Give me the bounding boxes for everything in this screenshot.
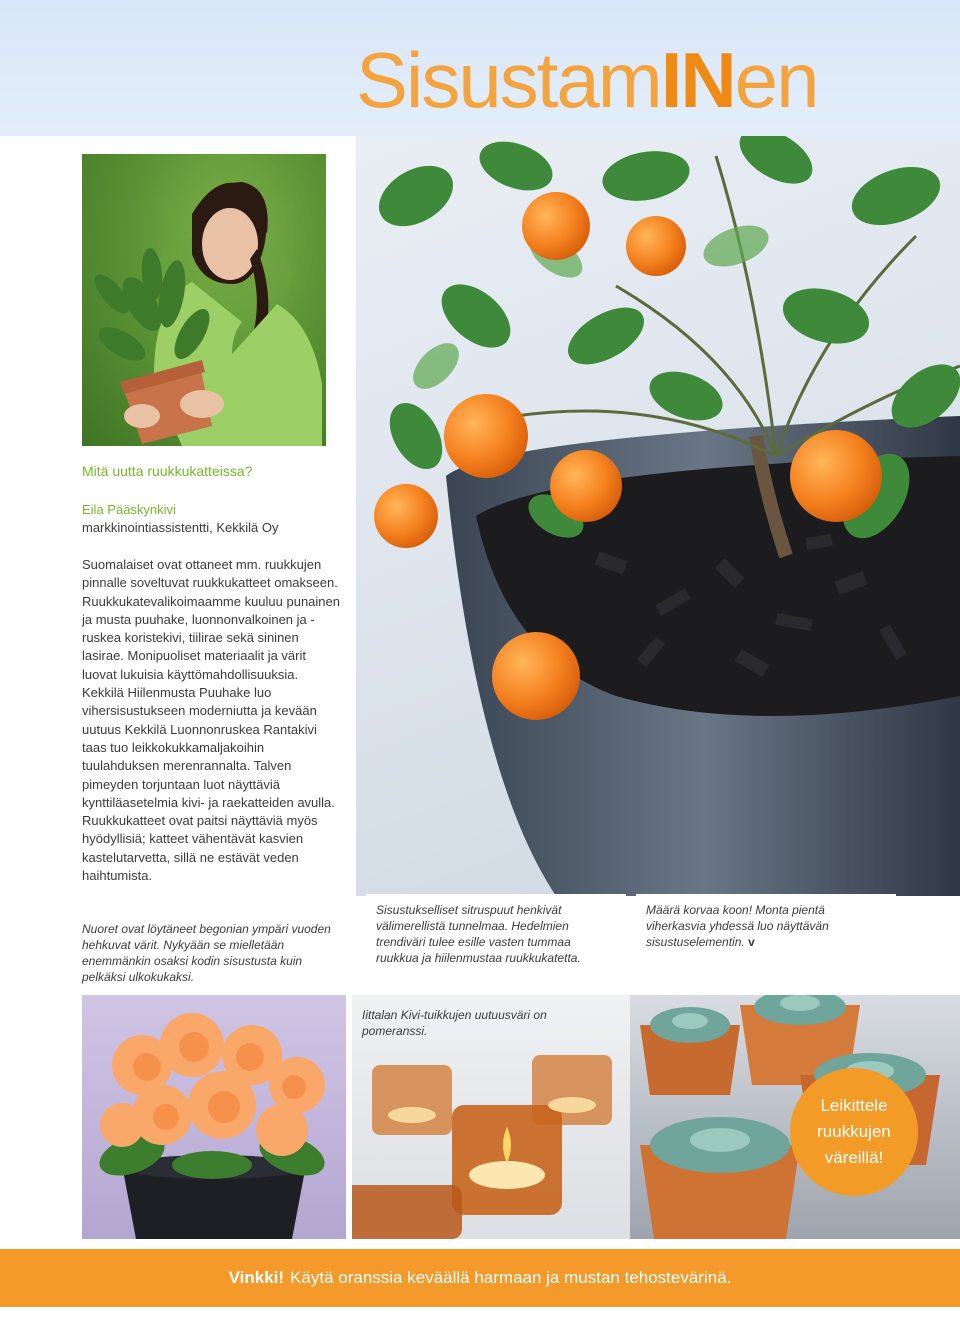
end-mark: v	[748, 935, 755, 949]
citrus-photo-illustration	[356, 136, 960, 896]
article-body: Suomalaiset ovat ottaneet mm. ruukkujen pinnalle soveltuvat ruukkukatteet omakseen. Ruukkukatevalikoimaamme kuuluu punainen ja musta puuhake, luonnonvalkoinen ja -ruskea koristekivi, tiilirae sekä sininen lasirae. Monipuoliset materiaalit ja värit luovat lukuisia käyttömahdollisuuksia. Kekkilä Hiilenmusta Puuhake luo vihersisustukseen moderniutta ja kevään uutuus Kekkilä Luonnonruskea Rantakivi taas tuo leikkokukkamaljakoihin tuulahduksen merenrannalta. Talven pimeyden torjuntaan luot näyttäviä kynttiläasetelmia kivi- ja raekatteiden avulla. Ruukkukatteet ovat paitsi näyttäviä myös hyödyllisiä; katteet vähentävät kasvien kastelutarvetta, sillä ne estävät veden haihtumista.	[82, 557, 340, 884]
promo-badge	[790, 1068, 918, 1196]
page-title	[356, 36, 818, 124]
citrus-tree-photo	[356, 136, 960, 896]
woman-photo-illustration	[82, 154, 326, 446]
article-kicker: Mitä uutta ruukkukatteissa?	[82, 463, 253, 479]
author-name: Eila Pääskynkivi	[82, 502, 176, 517]
badge-line-2: ruukkujen	[817, 1122, 891, 1141]
woman-with-plant-photo	[82, 154, 326, 446]
tip-text: Käytä oranssia keväällä harmaan ja mustan tehostevärinä.	[290, 1268, 732, 1287]
tip-label: Vinkki!	[228, 1268, 285, 1287]
title-highlight: IN	[660, 36, 735, 124]
caption-iittala: Iittalan Kivi-tuikkujen uutuusväri on pomeranssi.	[362, 1008, 547, 1038]
badge-line-3: väreillä!	[824, 1148, 884, 1167]
title-part-1: Sisustam	[356, 36, 661, 124]
begonia-photo	[82, 995, 346, 1239]
byline	[82, 501, 340, 537]
author-title: markkinointiassistentti, Kekkilä Oy	[82, 520, 279, 535]
tip-bar	[0, 1249, 960, 1307]
caption-begonia: Nuoret ovat löytäneet begonian ympäri vuoden hehkuvat värit. Nykyään se mielletään enemmänkin osaksi kodin sisustusta kuin pelkäksi ulkokukaksi.	[82, 922, 331, 984]
caption-size-text: Määrä korvaa koon! Monta pientä viherkasvia yhdessä luo näyttävän sisustuselementin.	[646, 903, 829, 949]
badge-line-1: Leikittele	[820, 1096, 888, 1115]
caption-size	[636, 894, 896, 972]
caption-citrus: Sisustukselliset sitruspuut henkivät välimerellistä tunnelmaa. Hedelmien trendiväri tulee esille vasten tummaa ruukkua ja hiilenmustaa ruukkukatetta.	[366, 894, 626, 972]
begonia-illustration	[82, 995, 346, 1239]
article	[82, 462, 340, 885]
badge-text	[817, 1093, 891, 1171]
title-part-2: en	[734, 36, 818, 124]
